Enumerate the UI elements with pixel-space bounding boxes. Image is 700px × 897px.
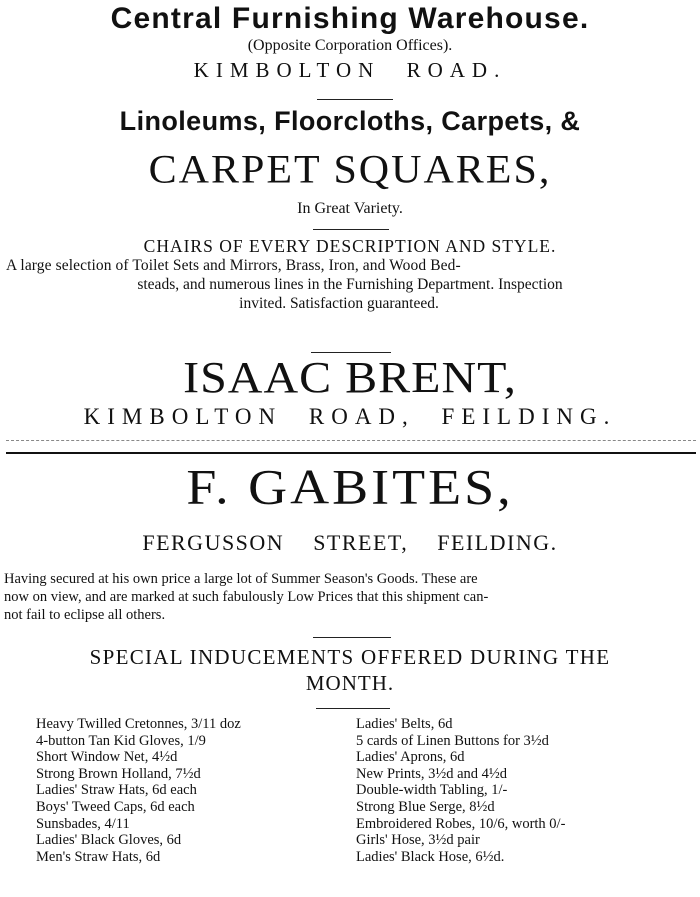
list-item: Ladies' Black Gloves, 6d — [36, 832, 182, 849]
paragraph-line: Having secured at his own price a large lot of Summer Season's Goods. These are — [4, 571, 478, 587]
carpet-squares-heading: CARPET SQUARES, — [148, 148, 552, 192]
warehouse-title: Central Furnishing Warehouse. — [110, 2, 590, 35]
faint-divider — [6, 440, 696, 441]
list-item: Strong Brown Holland, 7½d — [36, 765, 201, 782]
list-item: 5 cards of Linen Buttons for 3½d — [356, 732, 549, 749]
list-item: Men's Straw Hats, 6d — [36, 848, 161, 865]
goods-headline: Linoleums, Floorcloths, Carpets, & — [119, 106, 581, 136]
items-right-column — [356, 716, 565, 865]
paragraph-line: invited. Satisfaction guaranteed. — [239, 295, 439, 312]
isaac-brent-name: ISAAC BRENT, — [183, 353, 517, 402]
chairs-line: CHAIRS OF EVERY DESCRIPTION AND STYLE. — [143, 236, 557, 256]
gabites-name: F. GABITES, — [186, 459, 514, 515]
items-left-column — [36, 716, 241, 865]
divider-rule — [313, 229, 389, 230]
divider-rule — [316, 708, 390, 709]
divider-rule — [313, 637, 391, 638]
ad1-paragraph — [6, 256, 694, 313]
special-inducements-heading: SPECIAL INDUCEMENTS OFFERED DURING THE — [89, 645, 611, 669]
warehouse-subtitle: (Opposite Corporation Offices). — [247, 37, 453, 54]
list-item: Double-width Tabling, 1/- — [356, 782, 508, 799]
list-item: Girls' Hose, 3½d pair — [356, 832, 480, 849]
special-inducements-month: MONTH. — [305, 671, 395, 695]
list-item: Ladies' Straw Hats, 6d each — [36, 782, 197, 799]
variety-line: In Great Variety. — [297, 200, 403, 217]
list-item: Sunsbades, 4/11 — [36, 815, 130, 832]
isaac-brent-address: KIMBOLTON ROAD, FEILDING. — [83, 404, 617, 429]
list-item: Embroidered Robes, 10/6, worth 0/- — [356, 815, 566, 832]
list-item: Ladies' Black Hose, 6½d. — [356, 848, 505, 865]
advertisement-separator — [6, 452, 696, 454]
warehouse-street: KIMBOLTON ROAD. — [193, 58, 507, 82]
list-item: Heavy Twilled Cretonnes, 3/11 doz — [36, 716, 241, 732]
paragraph-line: steads, and numerous lines in the Furnishing Department. Inspection — [137, 276, 563, 293]
paragraph-line: A large selection of Toilet Sets and Mirrors, Brass, Iron, and Wood Bed- — [6, 257, 461, 274]
list-item: 4-button Tan Kid Gloves, 1/9 — [36, 732, 206, 749]
list-item: New Prints, 3½d and 4½d — [356, 765, 508, 782]
list-item: Strong Blue Serge, 8½d — [356, 798, 495, 815]
gabites-address: FERGUSSON STREET, FEILDING. — [142, 530, 558, 555]
divider-rule — [317, 99, 393, 100]
list-item: Ladies' Aprons, 6d — [356, 749, 465, 766]
ad2-paragraph — [4, 570, 696, 624]
list-item: Short Window Net, 4½d — [36, 749, 178, 766]
list-item: Ladies' Belts, 6d — [356, 716, 453, 732]
paragraph-line: not fail to eclipse all others. — [4, 607, 166, 623]
list-item: Boys' Tweed Caps, 6d each — [36, 798, 195, 815]
paragraph-line: now on view, and are marked at such fabulously Low Prices that this shipment can- — [4, 589, 489, 605]
